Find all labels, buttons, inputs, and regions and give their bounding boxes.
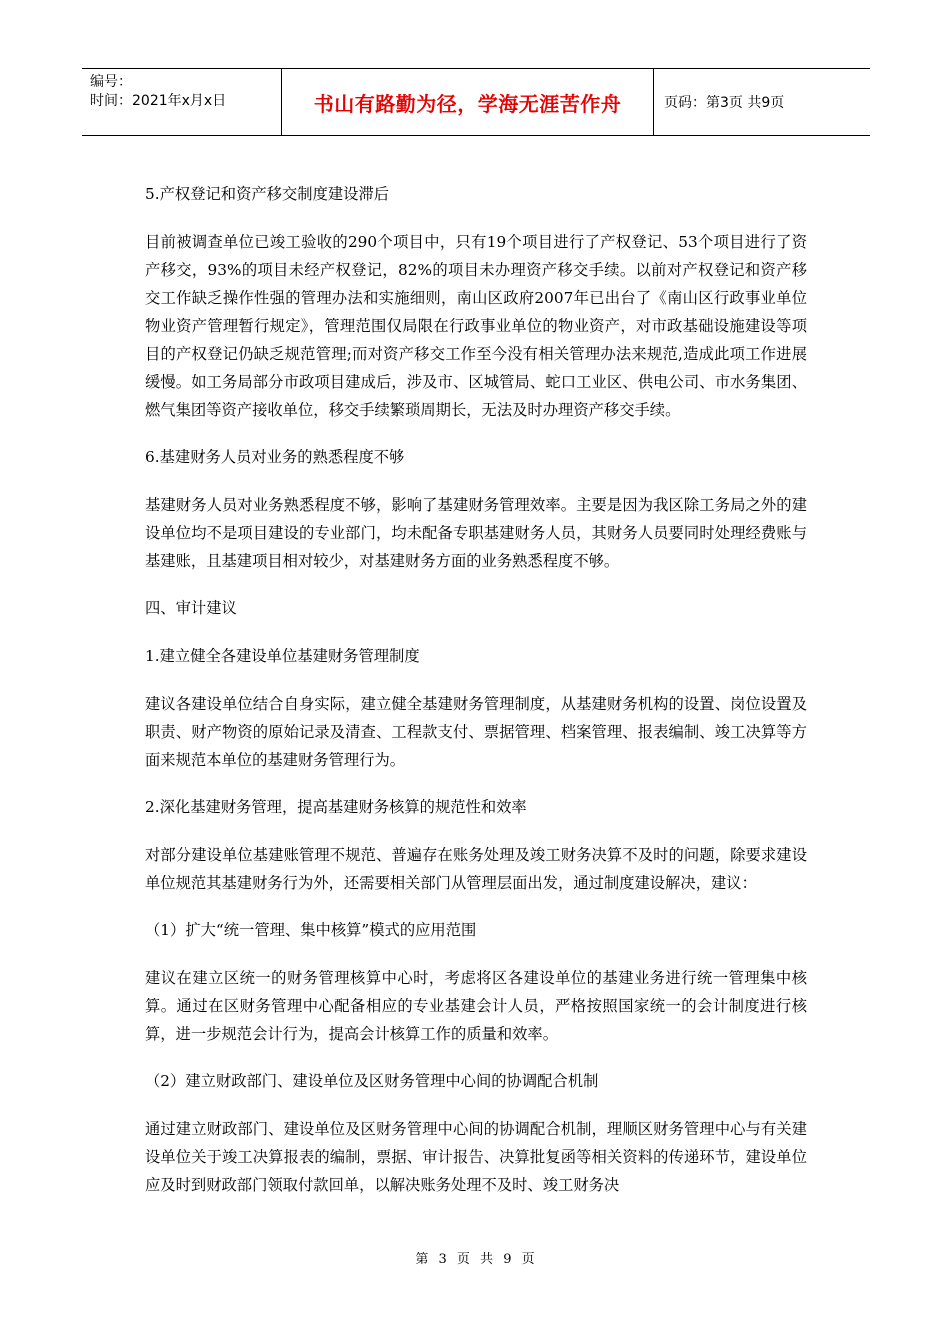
page-footer-number: 第 3 页 共 9 页	[415, 1252, 535, 1267]
body-paragraph: 目前被调查单位已竣工验收的290个项目中，只有19个项目进行了产权登记、53个项目进行了资产移交，93%的项目未经产权登记，82%的项目未办理资产移交手续。以前对产权登记和资产移交工作缺乏操作性强的管理办法和实施细则，南山区政府2007年已出台了《南山区行政事业单位物业资产管理暂行规定》，管理范围仅局限在行政事业单位的物业资产，对市政基础设施建设等项目的产权登记仍缺乏规范管理;而对资产移交工作至今没有相关管理办法来规范,造成此项工作进展缓慢。如工务局部分市政项目建成后，涉及市、区城管局、蛇口工业区、供电公司、市水务集团、燃气集团等资产接收单位，移交手续繁琐周期长，无法及时办理资产移交手续。	[145, 233, 807, 419]
header-motto: 书山有路勤为径，学海无涯苦作舟	[282, 69, 654, 135]
section-heading: 2.深化基建财务管理，提高基建财务核算的规范性和效率	[145, 798, 527, 816]
body-paragraph: 建议在建立区统一的财务管理核算中心时，考虑将区各建设单位的基建业务进行统一管理集中核算。通过在区财务管理中心配备相应的专业基建会计人员，严格按照国家统一的会计制度进行核算，进一步规范会计行为，提高会计核算工作的质量和效率。	[145, 969, 807, 1043]
body-paragraph: 基建财务人员对业务熟悉程度不够，影响了基建财务管理效率。主要是因为我区除工务局之外的建设单位均不是项目建设的专业部门，均未配备专职基建财务人员，其财务人员要同时处理经费账与基建账，且基建项目相对较少，对基建财务方面的业务熟悉程度不够。	[145, 496, 807, 570]
section-heading: 6.基建财务人员对业务的熟悉程度不够	[145, 448, 405, 466]
doc-number-label: 编号：	[90, 74, 132, 90]
date-line: 时间：2021年x月x日	[90, 93, 227, 109]
header-meta-cell	[82, 69, 282, 135]
section-heading: 5.产权登记和资产移交制度建设滞后	[145, 185, 390, 203]
section-heading: （1）扩大“统一管理、集中核算”模式的应用范围	[145, 921, 477, 939]
section-heading: 1.建立健全各建设单位基建财务管理制度	[145, 647, 420, 665]
section-heading: （2）建立财政部门、建设单位及区财务管理中心间的协调配合机制	[145, 1072, 599, 1090]
body-paragraph: 建议各建设单位结合自身实际，建立健全基建财务管理制度，从基建财务机构的设置、岗位设置及职责、财产物资的原始记录及清查、工程款支付、票据管理、档案管理、报表编制、竣工决算等方面来规范本单位的基建财务管理行为。	[145, 695, 807, 769]
body-paragraph: 通过建立财政部门、建设单位及区财务管理中心间的协调配合机制，理顺区财务管理中心与有关建设单位关于竣工决算报表的编制，票据、审计报告、决算批复函等相关资料的传递环节，建设单位应及时到财政部门领取付款回单，以解决账务处理不及时、竣工财务决	[145, 1120, 807, 1194]
body-paragraph: 对部分建设单位基建账管理不规范、普遍存在账务处理及竣工财务决算不及时的问题，除要求建设单位规范其基建财务行为外，还需要相关部门从管理层面出发，通过制度建设解决，建议：	[145, 846, 807, 892]
header-page-info: 页码：第3页 共9页	[664, 95, 785, 111]
document-body	[145, 180, 807, 1218]
page-header-table	[82, 68, 870, 136]
section-heading: 四、审计建议	[145, 599, 237, 617]
